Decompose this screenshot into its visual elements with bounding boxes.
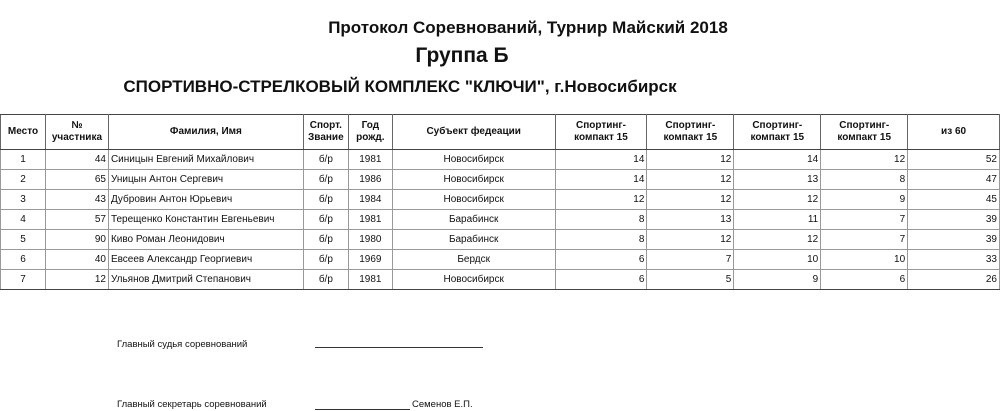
secretary-name: Семенов Е.П.: [412, 399, 473, 410]
table-cell: 12: [647, 170, 734, 190]
table-cell: 14: [734, 150, 821, 170]
table-cell: 90: [45, 230, 108, 250]
table-cell: б/р: [303, 170, 348, 190]
table-row: [1, 270, 1000, 290]
table-row: [1, 190, 1000, 210]
table-cell: 39: [908, 210, 1000, 230]
column-header: из 60: [908, 115, 1000, 150]
group-title: Группа Б: [415, 44, 509, 67]
column-header: Год рожд.: [348, 115, 392, 150]
table-cell: 10: [734, 250, 821, 270]
table-cell: 12: [647, 150, 734, 170]
table-cell: 43: [45, 190, 108, 210]
table-cell: 14: [555, 170, 647, 190]
table-cell: 57: [45, 210, 108, 230]
table-cell: б/р: [303, 190, 348, 210]
table-cell: 40: [45, 250, 108, 270]
table-cell: б/р: [303, 230, 348, 250]
table-cell: 1981: [348, 210, 392, 230]
column-header: № участника: [45, 115, 108, 150]
table-cell: б/р: [303, 250, 348, 270]
table-cell: б/р: [303, 210, 348, 230]
judge-label: Главный судья соревнований: [117, 339, 248, 350]
table-cell: 12: [734, 190, 821, 210]
table-cell: 5: [647, 270, 734, 290]
table-cell: 6: [555, 270, 647, 290]
table-cell: 9: [734, 270, 821, 290]
table-cell: 9: [821, 190, 908, 210]
judge-signature-line: [315, 347, 483, 348]
column-header: Спортинг-компакт 15: [555, 115, 647, 150]
table-cell: 5: [1, 230, 46, 250]
table-cell: 6: [1, 250, 46, 270]
column-header: Спорт. Звание: [303, 115, 348, 150]
column-header: Фамилия, Имя: [108, 115, 303, 150]
column-header: Место: [1, 115, 46, 150]
table-cell: Дубровин Антон Юрьевич: [108, 190, 303, 210]
table-cell: Новосибирск: [392, 170, 555, 190]
table-cell: 1: [1, 150, 46, 170]
table-cell: 10: [821, 250, 908, 270]
table-cell: б/р: [303, 270, 348, 290]
table-cell: 12: [647, 230, 734, 250]
table-cell: Барабинск: [392, 210, 555, 230]
table-cell: 7: [647, 250, 734, 270]
table-cell: 1981: [348, 150, 392, 170]
table-cell: 12: [647, 190, 734, 210]
table-cell: Ульянов Дмитрий Степанович: [108, 270, 303, 290]
table-cell: 2: [1, 170, 46, 190]
table-cell: 6: [821, 270, 908, 290]
table-cell: Киво Роман Леонидович: [108, 230, 303, 250]
table-cell: 13: [647, 210, 734, 230]
table-cell: 65: [45, 170, 108, 190]
table-cell: 4: [1, 210, 46, 230]
venue-title: СПОРТИВНО-СТРЕЛКОВЫЙ КОМПЛЕКС "КЛЮЧИ", г.Новосибирск: [123, 77, 677, 96]
table-cell: 1980: [348, 230, 392, 250]
table-cell: 33: [908, 250, 1000, 270]
table-cell: 7: [1, 270, 46, 290]
table-cell: Новосибирск: [392, 190, 555, 210]
table-cell: 52: [908, 150, 1000, 170]
table-cell: 26: [908, 270, 1000, 290]
table-cell: 1986: [348, 170, 392, 190]
table-cell: Синицын Евгений Михайлович: [108, 150, 303, 170]
results-table: [0, 114, 1000, 290]
table-row: [1, 250, 1000, 270]
table-cell: 8: [555, 210, 647, 230]
table-cell: 3: [1, 190, 46, 210]
table-cell: 13: [734, 170, 821, 190]
secretary-label: Главный секретарь соревнований: [117, 399, 267, 410]
table-cell: 1981: [348, 270, 392, 290]
table-cell: Евсеев Александр Георгиевич: [108, 250, 303, 270]
table-cell: 8: [821, 170, 908, 190]
table-cell: 12: [555, 190, 647, 210]
table-cell: Новосибирск: [392, 150, 555, 170]
header-row: [1, 115, 1000, 150]
table-cell: Уницын Антон Сергевич: [108, 170, 303, 190]
table-row: [1, 150, 1000, 170]
table-cell: Барабинск: [392, 230, 555, 250]
table-cell: Бердск: [392, 250, 555, 270]
table-cell: б/р: [303, 150, 348, 170]
table-row: [1, 230, 1000, 250]
table-cell: 12: [821, 150, 908, 170]
table-cell: 44: [45, 150, 108, 170]
table-cell: 39: [908, 230, 1000, 250]
table-cell: 1969: [348, 250, 392, 270]
table-cell: 14: [555, 150, 647, 170]
table-cell: 7: [821, 230, 908, 250]
table-cell: 11: [734, 210, 821, 230]
table-cell: 8: [555, 230, 647, 250]
table-cell: Терещенко Константин Евгеньевич: [108, 210, 303, 230]
column-header: Спортинг-компакт 15: [647, 115, 734, 150]
table-cell: 6: [555, 250, 647, 270]
table-row: [1, 210, 1000, 230]
table-cell: 1984: [348, 190, 392, 210]
table-cell: 12: [45, 270, 108, 290]
protocol-title: Протокол Соревнований, Турнир Майский 2018: [328, 18, 728, 37]
column-header: Субъект федеации: [392, 115, 555, 150]
table-cell: 12: [734, 230, 821, 250]
secretary-signature-line: [315, 409, 410, 410]
table-row: [1, 170, 1000, 190]
table-cell: 45: [908, 190, 1000, 210]
column-header: Спортинг-компакт 15: [821, 115, 908, 150]
table-cell: 7: [821, 210, 908, 230]
table-cell: Новосибирск: [392, 270, 555, 290]
table-cell: 47: [908, 170, 1000, 190]
column-header: Спортинг-компакт 15: [734, 115, 821, 150]
